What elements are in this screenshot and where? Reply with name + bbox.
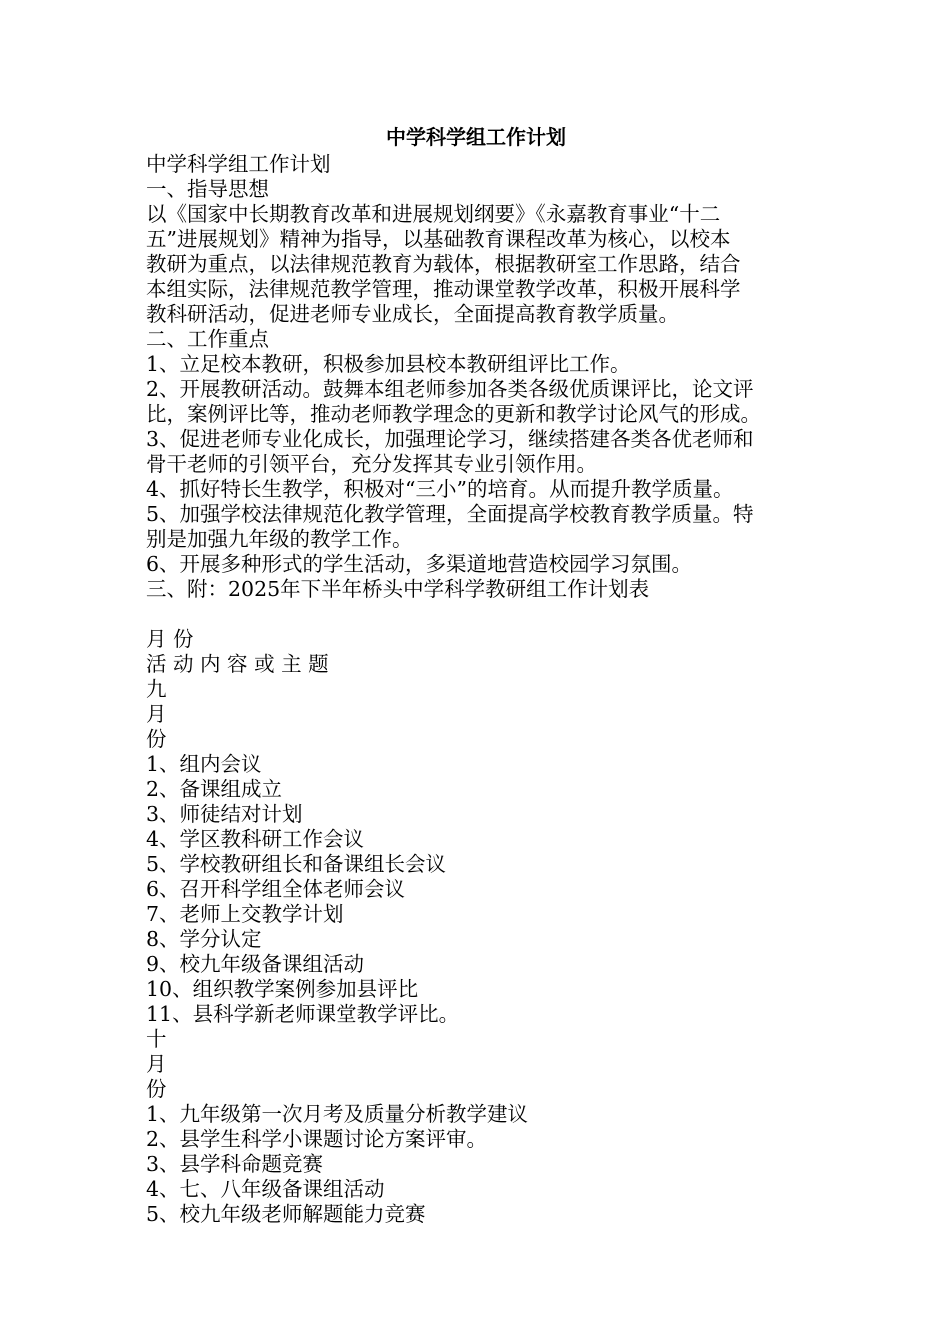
section2-line: 比，案例评比等，推动老师教学理念的更新和教学讨论风气的形成。	[146, 402, 761, 426]
section2-line: 5、加强学校法律规范化教学管理，全面提高学校教育教学质量。特	[146, 502, 754, 526]
section1-body-line: 教研为重点，以法律规范教育为载体，根据教研室工作思路，结合	[146, 252, 741, 276]
table-header-month: 月 份	[146, 627, 194, 651]
activity-item: 8、学分认定	[146, 927, 262, 951]
section2-line: 骨干老师的引领平台，充分发挥其专业引领作用。	[146, 452, 597, 476]
section1-body-line: 五”进展规划》精神为指导，以基础教育课程改革为核心，以校本	[146, 227, 731, 251]
section2-body	[146, 352, 806, 577]
month-char: 十	[146, 1027, 167, 1051]
blank-line	[146, 602, 806, 627]
month-char: 月	[146, 702, 167, 726]
activity-item: 2、备课组成立	[146, 777, 283, 801]
month-char: 九	[146, 677, 167, 701]
activity-item: 10、组织教学案例参加县评比	[146, 977, 419, 1001]
section2-heading: 二、工作重点	[146, 327, 269, 351]
section2-line: 1、立足校本教研，积极参加县校本教研组评比工作。	[146, 352, 631, 376]
table-section-september	[146, 677, 806, 1027]
section1-body	[146, 202, 806, 327]
month-char: 月	[146, 1052, 167, 1076]
section1-heading: 一、指导思想	[146, 177, 269, 201]
section1-body-line: 以《国家中长期教育改革和进展规划纲要》《永嘉教育事业“十二	[146, 202, 721, 226]
document-subtitle: 中学科学组工作计划	[146, 152, 331, 176]
document-page	[146, 122, 806, 1227]
section2-line: 别是加强九年级的教学工作。	[146, 527, 413, 551]
activity-item: 7、老师上交教学计划	[146, 902, 344, 926]
section2-line: 4、抓好特长生教学，积极对“三小”的培育。从而提升教学质量。	[146, 477, 734, 501]
section1-body-line: 本组实际，法律规范教学管理，推动课堂教学改革，积极开展科学	[146, 277, 741, 301]
month-char: 份	[146, 727, 167, 751]
activity-item: 4、学区教科研工作会议	[146, 827, 365, 851]
activity-item: 5、学校教研组长和备课组长会议	[146, 852, 447, 876]
section2-line: 6、开展多种形式的学生活动，多渠道地营造校园学习氛围。	[146, 552, 693, 576]
table-section-october	[146, 1027, 806, 1227]
activity-item: 2、县学生科学小课题讨论方案评审。	[146, 1127, 488, 1151]
activity-item: 3、师徒结对计划	[146, 802, 303, 826]
section2-line: 3、促进老师专业化成长，加强理论学习，继续搭建各类各优老师和	[146, 427, 754, 451]
table-header-activity: 活 动 内 容 或 主 题	[146, 652, 329, 676]
activity-item: 1、九年级第一次月考及质量分析教学建议	[146, 1102, 529, 1126]
section3-heading: 三、附：2025年下半年桥头中学科学教研组工作计划表	[146, 577, 650, 601]
document-title: 中学科学组工作计划	[386, 125, 566, 149]
section2-line: 2、开展教研活动。鼓舞本组老师参加各类各级优质课评比，论文评	[146, 377, 754, 401]
activity-item: 6、召开科学组全体老师会议	[146, 877, 406, 901]
activity-item: 5、校九年级老师解题能力竞赛	[146, 1202, 426, 1226]
section1-body-line: 教科研活动，促进老师专业成长，全面提高教育教学质量。	[146, 302, 679, 326]
activity-item: 9、校九年级备课组活动	[146, 952, 365, 976]
activity-item: 1、组内会议	[146, 752, 262, 776]
activity-item: 11、县科学新老师课堂教学评比。	[146, 1002, 460, 1026]
month-char: 份	[146, 1077, 167, 1101]
plan-table	[146, 627, 806, 1227]
activity-item: 3、县学科命题竞赛	[146, 1152, 324, 1176]
activity-item: 4、七、八年级备课组活动	[146, 1177, 385, 1201]
